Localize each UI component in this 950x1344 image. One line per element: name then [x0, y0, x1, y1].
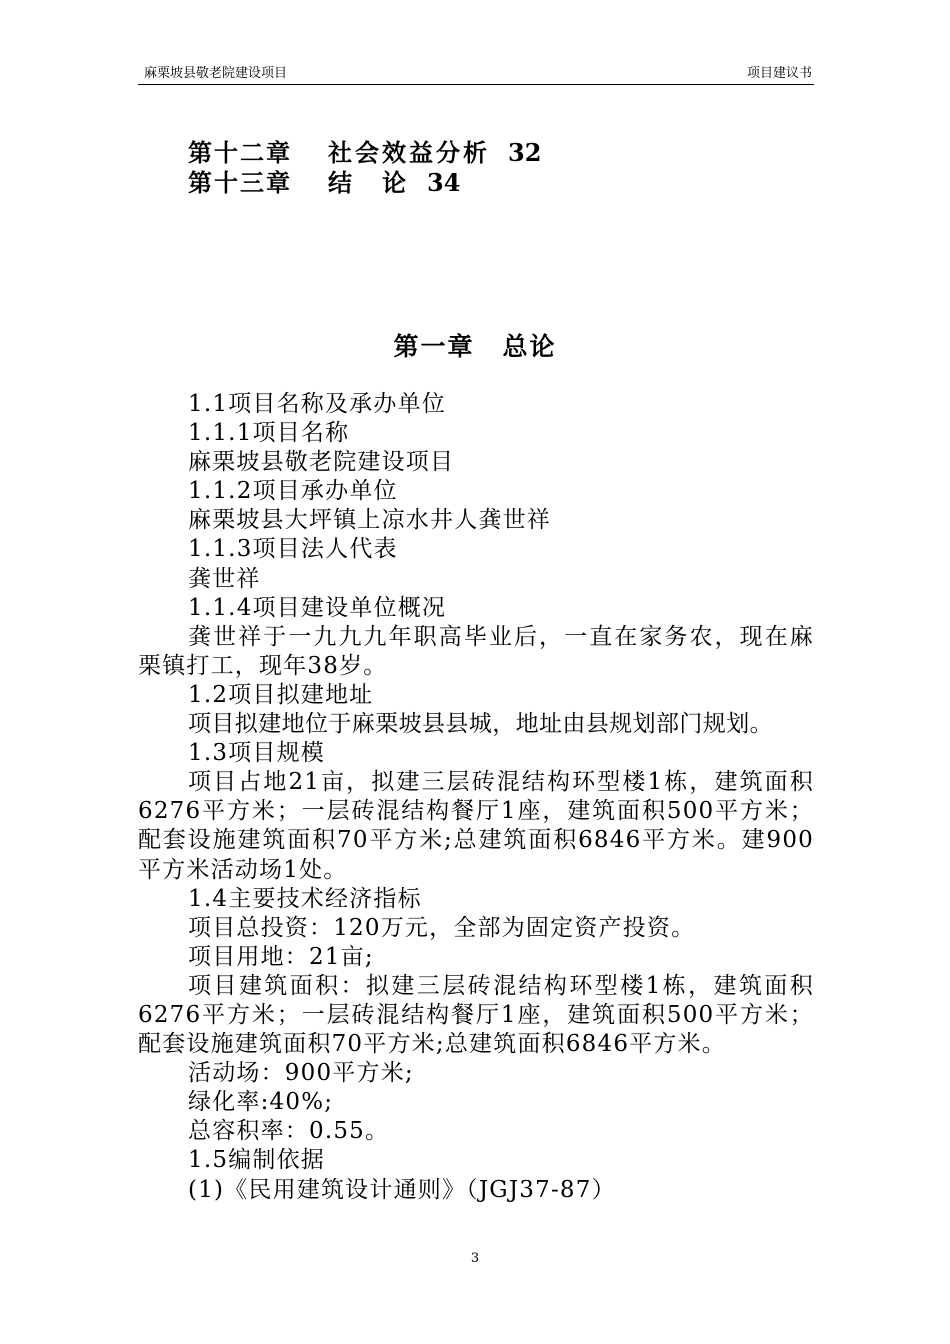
paragraph: 麻栗坡县大坪镇上凉水井人龚世祥: [188, 507, 551, 534]
paragraph: 麻栗坡县敬老院建设项目: [188, 449, 455, 476]
toc-chapter-number: 第十三章: [188, 168, 292, 197]
paragraph: 绿化率:40%;: [188, 1089, 334, 1116]
header-project-name: 麻栗坡县敬老院建设项目: [144, 66, 288, 81]
section-heading: 1.3项目规模: [188, 740, 325, 767]
subsection-heading: 1.1.4项目建设单位概况: [188, 594, 447, 621]
section-heading: 1.4主要技术经济指标: [188, 885, 422, 912]
document-body: [138, 390, 814, 1205]
chapter-title: 总论: [502, 332, 557, 361]
section-heading: 1.2项目拟建地址: [188, 681, 374, 708]
toc-chapter-title: 结 论: [328, 168, 409, 197]
toc-chapter-number: 第十二章: [188, 138, 292, 167]
paragraph: 项目拟建地位于麻栗坡县县城，地址由县规划部门规划。: [188, 711, 773, 738]
paragraph: 项目建筑面积：拟建三层砖混结构环型楼1栋，建筑面积6276平方米；一层砖混结构餐厅1座，建筑面积500平方米；配套设施建筑面积70平方米;总建筑面积6846平方米。: [138, 972, 814, 1058]
toc-page-number: 32: [508, 138, 542, 167]
toc-entry[interactable]: [188, 138, 541, 168]
toc-page-number: 34: [427, 168, 461, 197]
section-heading: 1.5编制依据: [188, 1147, 325, 1174]
paragraph: 龚世祥于一九九九年职高毕业后，一直在家务农，现在麻栗镇打工，现年38岁。: [138, 623, 814, 679]
paragraph: 项目占地21亩，拟建三层砖混结构环型楼1栋，建筑面积6276平方米；一层砖混结构餐厅1座，建筑面积500平方米；配套设施建筑面积70平方米;总建筑面积6846平方米。建900平方米活动场1处。: [138, 769, 814, 883]
paragraph: 项目用地：21亩;: [188, 943, 374, 970]
subsection-heading: 1.1.3项目法人代表: [188, 536, 398, 563]
toc-chapter-title: 社会效益分析: [328, 138, 490, 167]
page-footer: [0, 1251, 950, 1266]
table-of-contents: [188, 138, 541, 198]
toc-entry[interactable]: [188, 168, 541, 198]
paragraph: 项目总投资：120万元，全部为固定资产投资。: [188, 914, 696, 941]
page-number: 3: [470, 1251, 480, 1266]
paragraph: 活动场：900平方米;: [188, 1060, 414, 1087]
section-heading: 1.1项目名称及承办单位: [188, 391, 446, 417]
paragraph: 龚世祥: [188, 565, 261, 592]
reference-item: (1)《民用建筑设计通则》（JGJ37-87）: [188, 1176, 616, 1203]
chapter-number: 第一章: [393, 332, 475, 361]
header-doc-type: 项目建议书: [746, 66, 812, 81]
paragraph: 总容积率：0.55。: [188, 1118, 390, 1145]
subsection-heading: 1.1.1项目名称: [188, 420, 350, 447]
header-divider: [138, 84, 814, 85]
subsection-heading: 1.1.2项目承办单位: [188, 478, 398, 505]
chapter-heading: [0, 330, 950, 364]
